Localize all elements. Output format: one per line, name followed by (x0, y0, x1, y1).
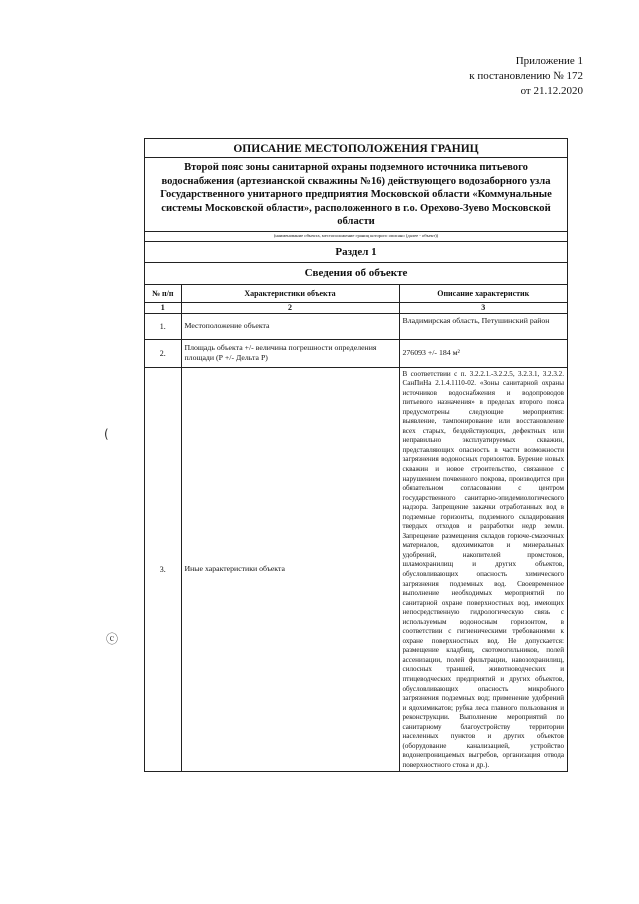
column-header: Описание характеристик (399, 285, 567, 303)
object-name-caption: (наименование объекта, местоположение границ которого описано (далее - объект)) (145, 231, 567, 242)
row-characteristic: Иные характеристики объекта (181, 367, 399, 771)
column-header: Характеристики объекта (181, 285, 399, 303)
row-description: Владимирская область, Петушинский район (399, 313, 567, 339)
object-info-table (145, 285, 567, 772)
appendix-header (469, 54, 583, 99)
column-number: 2 (181, 302, 399, 313)
table-row (145, 367, 567, 771)
object-name: Второй пояс зоны санитарной охраны подземного источника питьевого водоснабжения (артезианской скважины №16) действующего водозаборного узла Государственного унитарного предприятия Московской области «Коммунальные системы Московской области», расположенного в г.о. Орехово-Зуево Московской области (160, 162, 552, 227)
row-description: В соответствии с п. 3.2.2.1.-3.2.2.5, 3.2.3.1, 3.2.3.2. СанПиНа 2.1.4.1110-02. «Зоны санитарной охраны источников водоснабжения и водопроводов питьевого назначения» в пределах второго пояса предусмотрены следующие мероприятия: выявление, тампонирование или восстановление всех старых, бездействующих, дефектных или неправильно эксплуатируемых скважин, представляющих опасность в части возможности загрязнения водоносных горизонтов. Бурение новых скважин и новое строительство, связанное с нарушением почвенного покрова, производится при обязательном согласовании с центром государственного санитарно-эпидемиологического надзора. Запрещение закачки отработанных вод в подземные горизонты, подземного складирования твердых отходов и разработки недр земли. Запрещение размещения складов горюче-смазочных материалов, ядохимикатов и минеральных удобрений, накопителей промстоков, шламохранилищ и других объектов, обусловливающих опасность химического загрязнения подземных вод. Своевременное выполнение необходимых мероприятий по санитарной охране поверхностных вод, имеющих непосредственную гидрологическую связь с используемым водоносным горизонтом, в соответствии с гигиеническими требованиями к охране поверхностных вод. Не допускается: размещение кладбищ, скотомогильников, полей ассенизации, полей фильтрации, навозохранилищ, силосных траншей, животноводческих и птицеводческих предприятий и других объектов, обусловливающих опасность микробного загрязнения подземных вод; применение удобрений и ядохимикатов; рубка леса главного пользования и реконструкции. Выполнение мероприятий по санитарному благоустройству территории населенных пунктов и других объектов (оборудование канализацией, устройство водонепроницаемых выгребов, организация отвода поверхностного стока и др.). (399, 367, 567, 771)
row-number: 3. (145, 367, 181, 771)
section-title: Сведения об объекте (145, 263, 567, 285)
row-characteristic: Местоположение объекта (181, 313, 399, 339)
column-header: № п/п (145, 285, 181, 303)
appendix-label: Приложение 1 (515, 55, 583, 67)
document-title: ОПИСАНИЕ МЕСТОПОЛОЖЕНИЯ ГРАНИЦ (145, 139, 567, 158)
punch-hole-mark: ⓒ (106, 632, 119, 646)
row-description: 276093 +/- 184 м² (399, 339, 567, 367)
row-number: 2. (145, 339, 181, 367)
column-number: 1 (145, 302, 181, 313)
section-heading: Раздел 1 (145, 242, 567, 263)
row-number: 1. (145, 313, 181, 339)
boundary-description-form (144, 138, 568, 772)
resolution-number: к постановлению № 172 (469, 70, 583, 82)
table-row (145, 313, 567, 339)
column-number: 3 (399, 302, 567, 313)
table-row (145, 339, 567, 367)
row-characteristic: Площадь объекта +/- величина погрешности определения площади (Р +/- Дельта Р) (181, 339, 399, 367)
punch-hole-mark: ( (104, 427, 109, 441)
resolution-date: от 21.12.2020 (520, 85, 583, 97)
